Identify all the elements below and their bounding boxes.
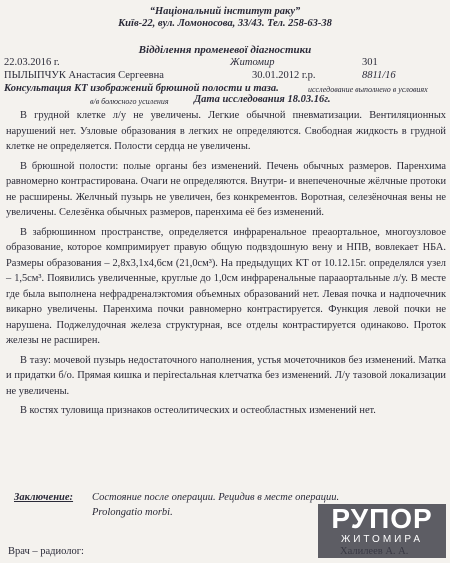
- signature-role: Врач – радиолог:: [8, 546, 84, 557]
- watermark-title: РУПОР: [331, 503, 433, 534]
- department-title: Відділення променевої діагностики: [138, 44, 312, 56]
- record-number: 301: [362, 57, 378, 68]
- institute-address: Київ-22, вул. Ломоносова, 33/43. Тел. 258-63-38: [118, 18, 332, 29]
- paragraph-retroperitoneum: В забрюшинном пространстве, определяется инфраренальное преаортальное, многоузловое образование, которое компримирует правую общую подвздошную вену и НПВ, вовлекает НБА. Размеры образования – 2,8х3,1х4,6см (21,0см³). На предыдущих КТ от 10.12.15г. определялся узел – 1,5см³. Появились увеличенные, круглые до 1,0см инфраренальные парааортальные л/у. В месте где была выполнена нефрадреналэктомия объемных образований нет. Левая почка и надпочечник викарно увеличены. Паренхима почки равномерно контрастируется. Функция левой почки не нарушена. Поджелудочная железа структурная, все отделы контрастируется одинаково. Проток железы не расширен.: [6, 226, 446, 346]
- condition-note-1: исследование выполнено в условиях: [308, 85, 428, 94]
- study-date: Дата исследования 18.03.16г.: [194, 94, 331, 105]
- consultation-title: Консультация КТ изображений брюшной полости и таза.: [4, 83, 279, 94]
- report-body: [6, 108, 446, 419]
- institute-name: “Національний інститут раку”: [149, 6, 301, 17]
- patient-dob: 30.01.2012 г.р.: [252, 70, 316, 81]
- conclusion-label: Заключение:: [14, 492, 74, 503]
- condition-note-2: в/в болюсного усиления: [90, 97, 169, 106]
- exam-date: 22.03.2016 г.: [4, 57, 60, 68]
- watermark-subtitle: ЖИТОМИРА: [340, 534, 424, 545]
- watermark-logo: [318, 504, 446, 558]
- paragraph-bones: В костях туловища признаков остеолитических и остеобластных изменений нет.: [20, 405, 376, 416]
- paragraph-chest: В грудной клетке л/у не увеличены. Легкие обычной пневматизации. Вентиляционных нарушений нет. Узловые образования в легких не определяются. Свободная жидкость в грудной клетке не определяется. Полости сердца не увеличены.: [6, 110, 446, 152]
- patient-city: Житомир: [230, 57, 275, 68]
- paragraph-abdomen: В брюшной полости: полые органы без изменений. Печень обычных размеров. Паренхима равномерно контрастирована. Очаги не определяются. Внутри- и внепеченочные жёлчные протоки не расширены. Желчный пузырь не увеличен, без конкрементов. Воротная, селезёночная вены не увеличены. Селезёнка обычных размеров, паренхима её без изменений.: [6, 160, 446, 218]
- patient-name: ПЫЛЫПЧУК Анастасия Сергеевна: [4, 70, 164, 81]
- conclusion-text: Состояние после операции. Рецидив в месте операции. Prolongatio morbi.: [92, 492, 340, 518]
- paragraph-pelvis: В тазу: мочевой пузырь недостаточного наполнения, устья мочеточников без изменений. Матка и придатки б/о. Прямая кишка и перirectальная клетчатка без изменений. Л/у тазовой локализации не увеличены.: [6, 354, 446, 397]
- patient-id: 8811/16: [362, 70, 396, 81]
